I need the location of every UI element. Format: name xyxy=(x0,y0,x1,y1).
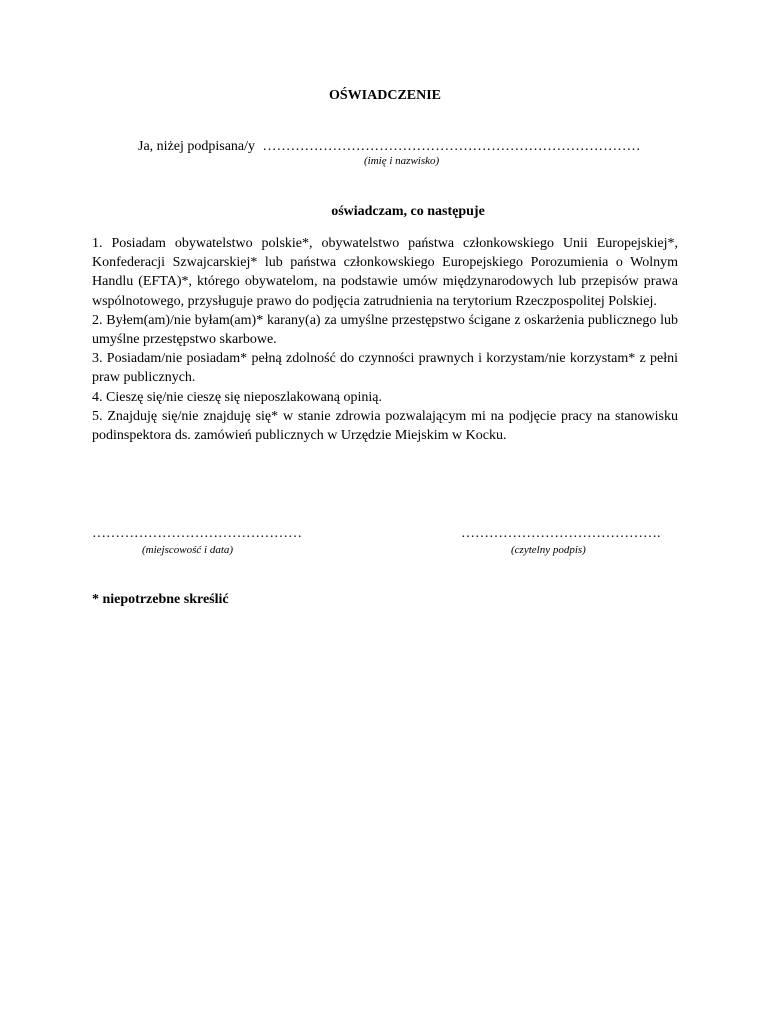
document-title: OŚWIADCZENIE xyxy=(328,88,442,103)
declarant-label: Ja, niżej podpisana/y xyxy=(138,139,256,154)
signature-hint: (czytelny podpis) xyxy=(511,544,586,556)
declaration-subtitle: oświadczam, co następuje xyxy=(331,204,485,219)
footnote: * niepotrzebne skreślić xyxy=(92,592,229,607)
place-date-blank: ……………………………………… xyxy=(92,526,302,541)
declaration-item-1: 1. Posiadam obywatelstwo polskie*, obywatelstwo państwa członkowskiego Unii Europejskiej*, Konfederacji Szwajcarskiej* lub państwa członkowskiego Europejskiego Porozumienia o Wolnym Handlu (EFTA)*, którego obywatelom, na podstawie umów międzynarodowych lub przepisów prawa wspólnotowego, przysługuje prawo do podjęcia zatrudnienia na terytorium Rzeczpospolitej Polskiej. xyxy=(92,236,678,309)
declarant-line xyxy=(138,138,641,156)
declaration-items xyxy=(92,234,678,445)
declaration-item-5: 5. Znajduję się/nie znajduję się* w stanie zdrowia pozwalającym mi na podjęcie pracy na stanowisku podinspektora ds. zamówień publicznych w Urzędzie Miejskim w Kocku. xyxy=(92,408,678,444)
declaration-item-3: 3. Posiadam/nie posiadam* pełną zdolność do czynności prawnych i korzystam/nie korzystam* z pełni praw publicznych. xyxy=(92,351,678,386)
signature-blank: ……………………………………. xyxy=(461,526,661,541)
declarant-hint: (imię i nazwisko) xyxy=(364,155,440,167)
declaration-item-4: 4. Cieszę się/nie cieszę się nieposzlakowaną opinią. xyxy=(92,389,383,405)
declarant-name-blank: ……………………………………………………………………… xyxy=(262,139,641,154)
place-date-hint: (miejscowość i data) xyxy=(142,544,234,556)
declaration-item-2: 2. Byłem(am)/nie byłam(am)* karany(a) za umyślne przestępstwo ścigane z oskarżenia publicznego lub umyślne przestępstwo skarbowe. xyxy=(92,312,678,348)
